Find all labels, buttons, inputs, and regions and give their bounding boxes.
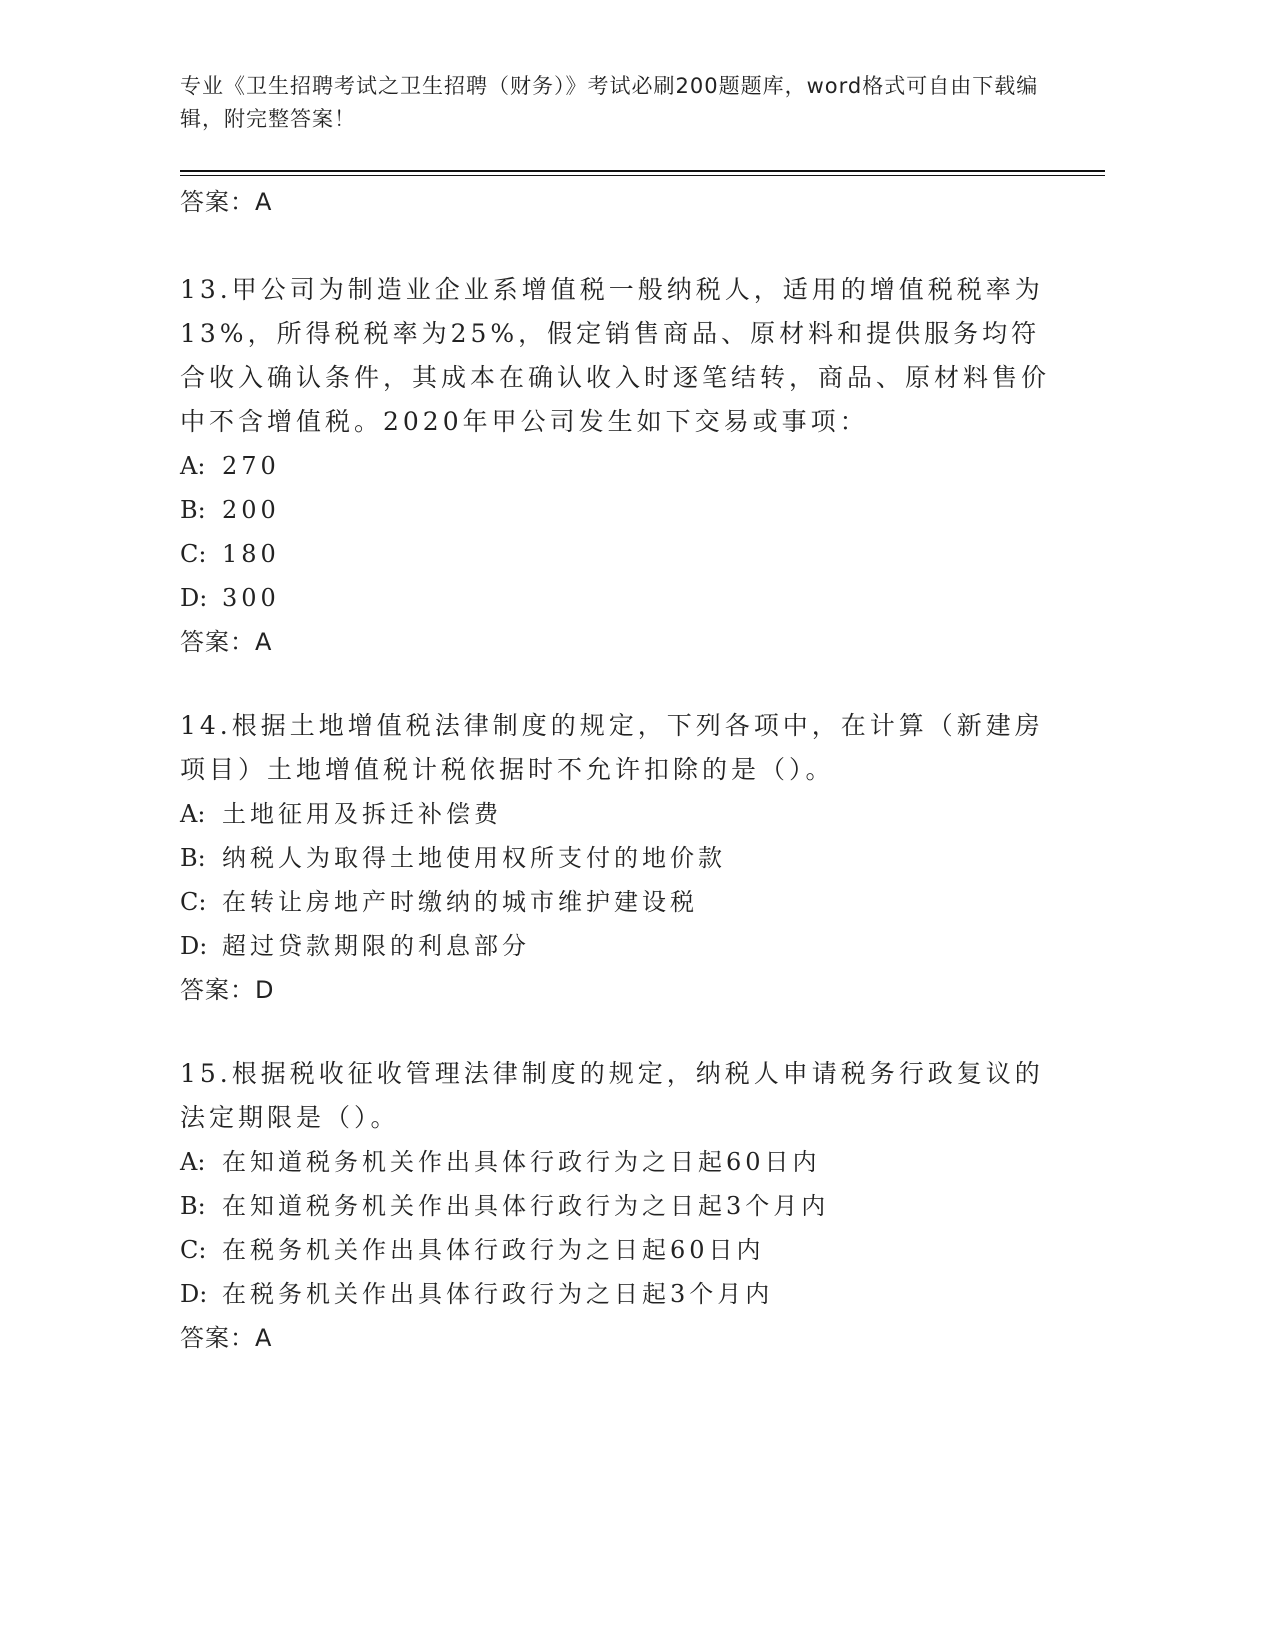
question-text: 14.根据土地增值税法律制度的规定，下列各项中，在计算（新建房项目）土地增值税计税依据时不允许扣除的是（）。 <box>180 711 1044 784</box>
option-text: 300 <box>222 584 280 612</box>
document-header: 专业《卫生招聘考试之卫生招聘（财务）》考试必刷200题题库，word格式可自由下载编辑，附完整答案！ <box>180 74 1039 131</box>
question-13 <box>180 268 1060 664</box>
option-b <box>180 836 1060 880</box>
header-divider <box>180 170 1105 172</box>
option-letter: B: <box>180 1192 206 1220</box>
header-divider-thin <box>180 175 1105 176</box>
answer: 答案：A <box>180 1324 273 1352</box>
option-letter: B: <box>180 496 206 524</box>
option-text: 180 <box>222 540 280 568</box>
option-c <box>180 1228 1060 1272</box>
option-b <box>180 1184 1060 1228</box>
option-letter: D: <box>180 932 208 960</box>
question-15 <box>180 1052 1060 1360</box>
option-a <box>180 444 1060 488</box>
question-text: 15.根据税收征收管理法律制度的规定，纳税人申请税务行政复议的法定期限是（）。 <box>180 1059 1044 1132</box>
option-letter: C: <box>180 888 207 916</box>
option-letter: A: <box>180 800 206 828</box>
option-text: 在转让房地产时缴纳的城市维护建设税 <box>222 888 698 916</box>
option-letter: A: <box>180 1148 206 1176</box>
option-text: 在知道税务机关作出具体行政行为之日起60日内 <box>222 1148 821 1176</box>
option-c <box>180 880 1060 924</box>
option-letter: D: <box>180 584 208 612</box>
option-text: 200 <box>222 496 280 524</box>
previous-answer: 答案：A <box>180 188 273 216</box>
option-letter: A: <box>180 452 206 480</box>
answer: 答案：A <box>180 628 273 656</box>
option-d <box>180 576 1060 620</box>
option-text: 在税务机关作出具体行政行为之日起60日内 <box>222 1236 765 1264</box>
option-d <box>180 924 1060 968</box>
option-text: 超过贷款期限的利息部分 <box>222 932 530 960</box>
option-text: 在知道税务机关作出具体行政行为之日起3个月内 <box>222 1192 830 1220</box>
option-a <box>180 792 1060 836</box>
question-14 <box>180 704 1060 1012</box>
option-letter: C: <box>180 540 207 568</box>
question-text: 13.甲公司为制造业企业系增值税一般纳税人，适用的增值税税率为13%，所得税税率为25%，假定销售商品、原材料和提供服务均符合收入确认条件，其成本在确认收入时逐笔结转，商品、原材料售价中不含增值税。2020年甲公司发生如下交易或事项： <box>180 275 1051 436</box>
option-letter: B: <box>180 844 206 872</box>
option-text: 270 <box>222 452 280 480</box>
option-text: 土地征用及拆迁补偿费 <box>222 800 502 828</box>
option-text: 在税务机关作出具体行政行为之日起3个月内 <box>222 1280 774 1308</box>
option-letter: C: <box>180 1236 207 1264</box>
option-letter: D: <box>180 1280 208 1308</box>
option-text: 纳税人为取得土地使用权所支付的地价款 <box>222 844 726 872</box>
option-b <box>180 488 1060 532</box>
option-a <box>180 1140 1060 1184</box>
option-d <box>180 1272 1060 1316</box>
option-c <box>180 532 1060 576</box>
answer: 答案：D <box>180 976 275 1004</box>
